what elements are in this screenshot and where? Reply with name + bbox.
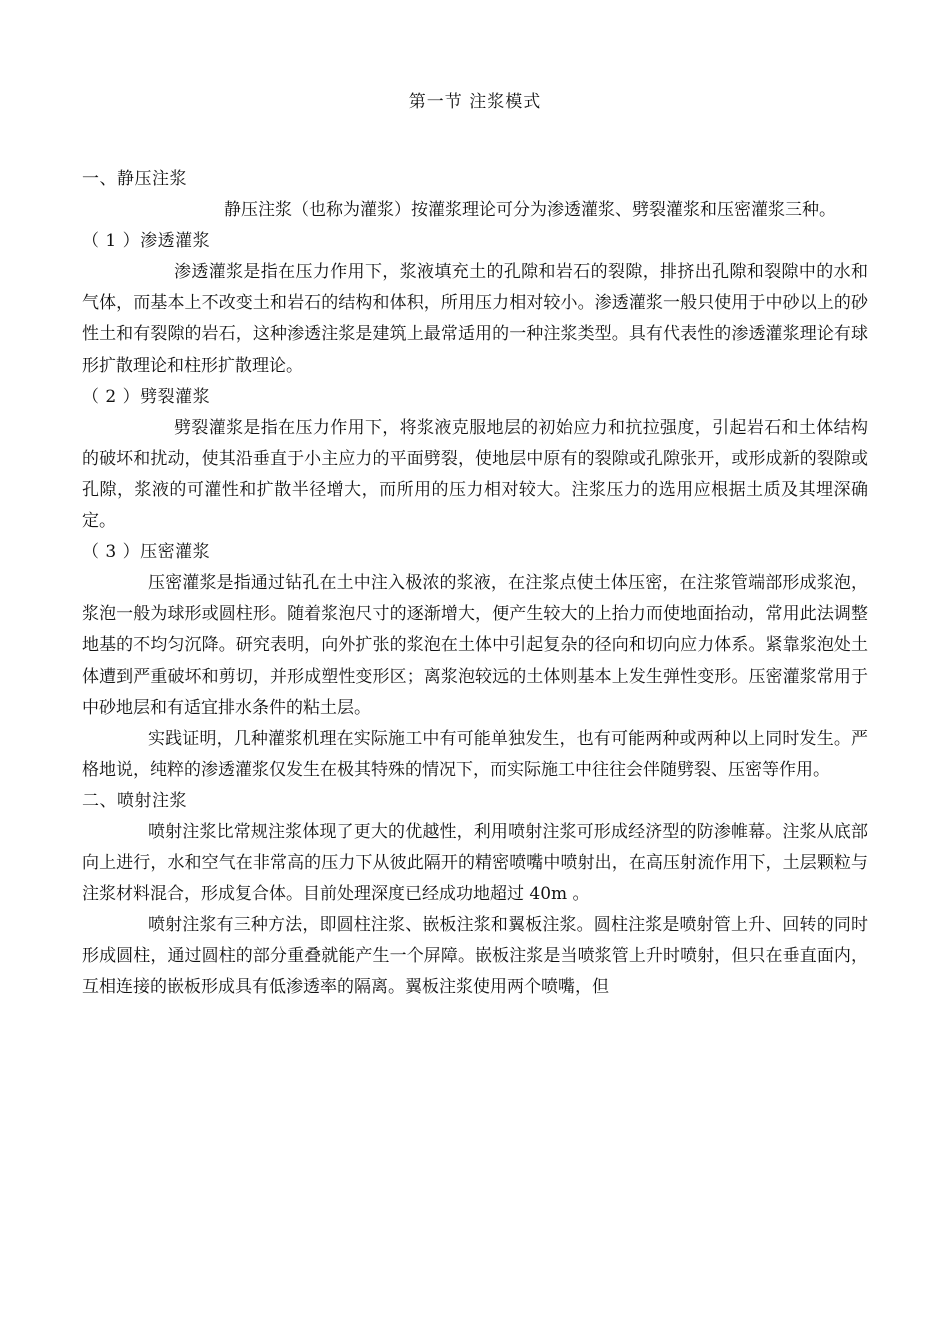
subsection-heading-fracture: （ 2 ）劈裂灌浆	[82, 386, 211, 407]
page-title: 第一节 注浆模式	[408, 92, 542, 112]
jet-grouting-paragraph-1: 喷射注浆比常规注浆体现了更大的优越性，利用喷射注浆可形成经济型的防渗帷幕。注浆从底部向上进行，水和空气在非常高的压力下从彼此隔开的精密喷嘴中喷射出，在高压射流作用下，土层颗粒与注浆材料混合，形成复合体。目前处理深度已经成功地超过 40m 。	[82, 821, 868, 905]
document-body	[82, 164, 868, 1004]
permeation-paragraph: 渗透灌浆是指在压力作用下，浆液填充土的孔隙和岩石的裂隙，排挤出孔隙和裂隙中的水和气体，而基本上不改变土和岩石的结构和体积，所用压力相对较小。渗透灌浆一般只使用于中砂以上的砂性土和有裂隙的岩石，这种渗透注浆是建筑上最常适用的一种注浆类型。具有代表性的渗透灌浆理论有球形扩散理论和柱形扩散理论。	[82, 262, 868, 376]
fracture-paragraph: 劈裂灌浆是指在压力作用下，将浆液克服地层的初始应力和抗拉强度，引起岩石和土体结构的破坏和扰动，使其沿垂直于小主应力的平面劈裂，使地层中原有的裂隙或孔隙张开，或形成新的裂隙或孔隙，浆液的可灌性和扩散半径增大，而所用的压力相对较大。注浆压力的选用应根据土质及其埋深确定。	[82, 417, 868, 532]
section-heading-jet-grouting: 二、喷射注浆	[82, 790, 187, 811]
jet-grouting-paragraph-2: 喷射注浆有三种方法，即圆柱注浆、嵌板注浆和翼板注浆。圆柱注浆是喷射管上升、回转的同时形成圆柱，通过圆柱的部分重叠就能产生一个屏障。嵌板注浆是当喷浆管上升时喷射，但只在垂直面内，互相连接的嵌板形成具有低渗透率的隔离。翼板注浆使用两个喷嘴，但	[82, 915, 868, 998]
subsection-heading-permeation: （ 1 ）渗透灌浆	[82, 231, 211, 252]
compaction-paragraph: 压密灌浆是指通过钻孔在土中注入极浓的浆液，在注浆点使土体压密，在注浆管端部形成浆泡，浆泡一般为球形或圆柱形。随着浆泡尺寸的逐渐增大，便产生较大的上抬力而使地面抬动，常用此法调整地基的不均匀沉降。研究表明，向外扩张的浆泡在土体中引起复杂的径向和切向应力体系。紧靠浆泡处土体遭到严重破坏和剪切，并形成塑性变形区；离浆泡较远的土体则基本上发生弹性变形。压密灌浆常用于中砂地层和有适宜排水条件的粘土层。	[82, 573, 868, 718]
section-intro-paragraph: 静压注浆（也称为灌浆）按灌浆理论可分为渗透灌浆、劈裂灌浆和压密灌浆三种。	[224, 200, 836, 221]
practice-paragraph: 实践证明，几种灌浆机理在实际施工中有可能单独发生，也有可能两种或两种以上同时发生。严格地说，纯粹的渗透灌浆仅发生在极其特殊的情况下，而实际施工中往往会伴随劈裂、压密等作用。	[82, 728, 868, 780]
subsection-heading-compaction: （ 3 ）压密灌浆	[82, 542, 211, 563]
section-heading-static-grouting: 一、静压注浆	[82, 169, 187, 189]
